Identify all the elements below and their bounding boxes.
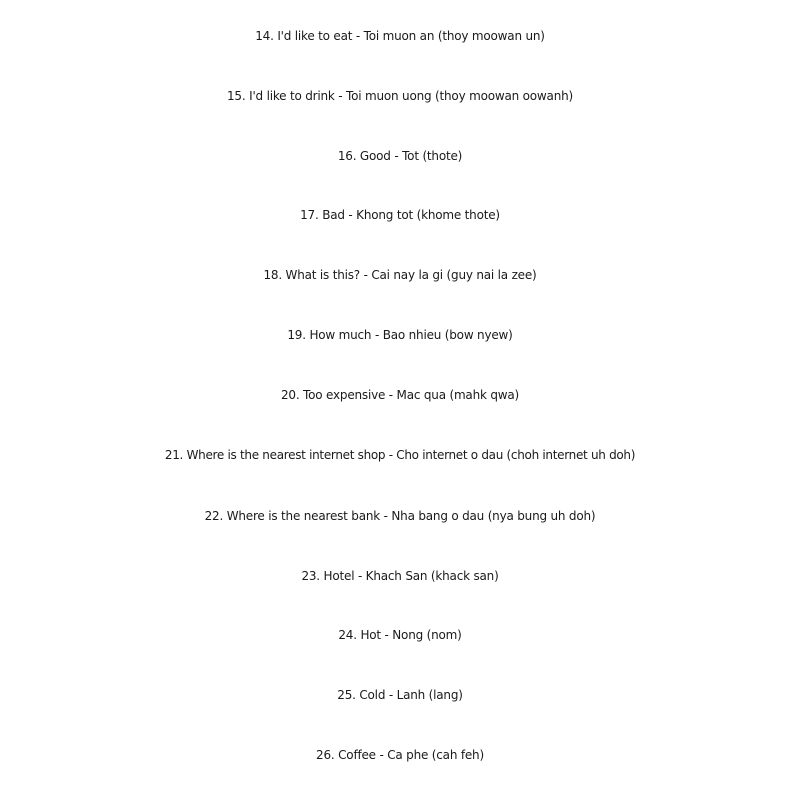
phrase-20: 20. Too expensive - Mac qua (mahk qwa) (280, 388, 520, 402)
phrase-24: 24. Hot - Nong (nom) (338, 628, 462, 642)
phrase-22: 22. Where is the nearest bank - Nha bang o dau (nya bung uh doh) (204, 509, 596, 523)
phrase-23: 23. Hotel - Khach San (khack san) (301, 569, 499, 583)
phrase-16: 16. Good - Tot (thote) (337, 149, 463, 163)
phrase-19: 19. How much - Bao nhieu (bow nyew) (287, 328, 513, 342)
phrase-15: 15. I'd like to drink - Toi muon uong (thoy moowan oowanh) (227, 89, 573, 103)
phrase-14: 14. I'd like to eat - Toi muon an (thoy moowan un) (255, 29, 545, 43)
phrase-25: 25. Cold - Lanh (lang) (337, 688, 463, 702)
phrase-17: 17. Bad - Khong tot (khome thote) (300, 208, 500, 222)
phrase-18: 18. What is this? - Cai nay la gi (guy nai la zee) (263, 268, 537, 282)
phrase-26: 26. Coffee - Ca phe (cah feh) (316, 748, 484, 762)
phrase-21: 21. Where is the nearest internet shop - Cho internet o dau (choh internet uh doh) (164, 448, 636, 462)
